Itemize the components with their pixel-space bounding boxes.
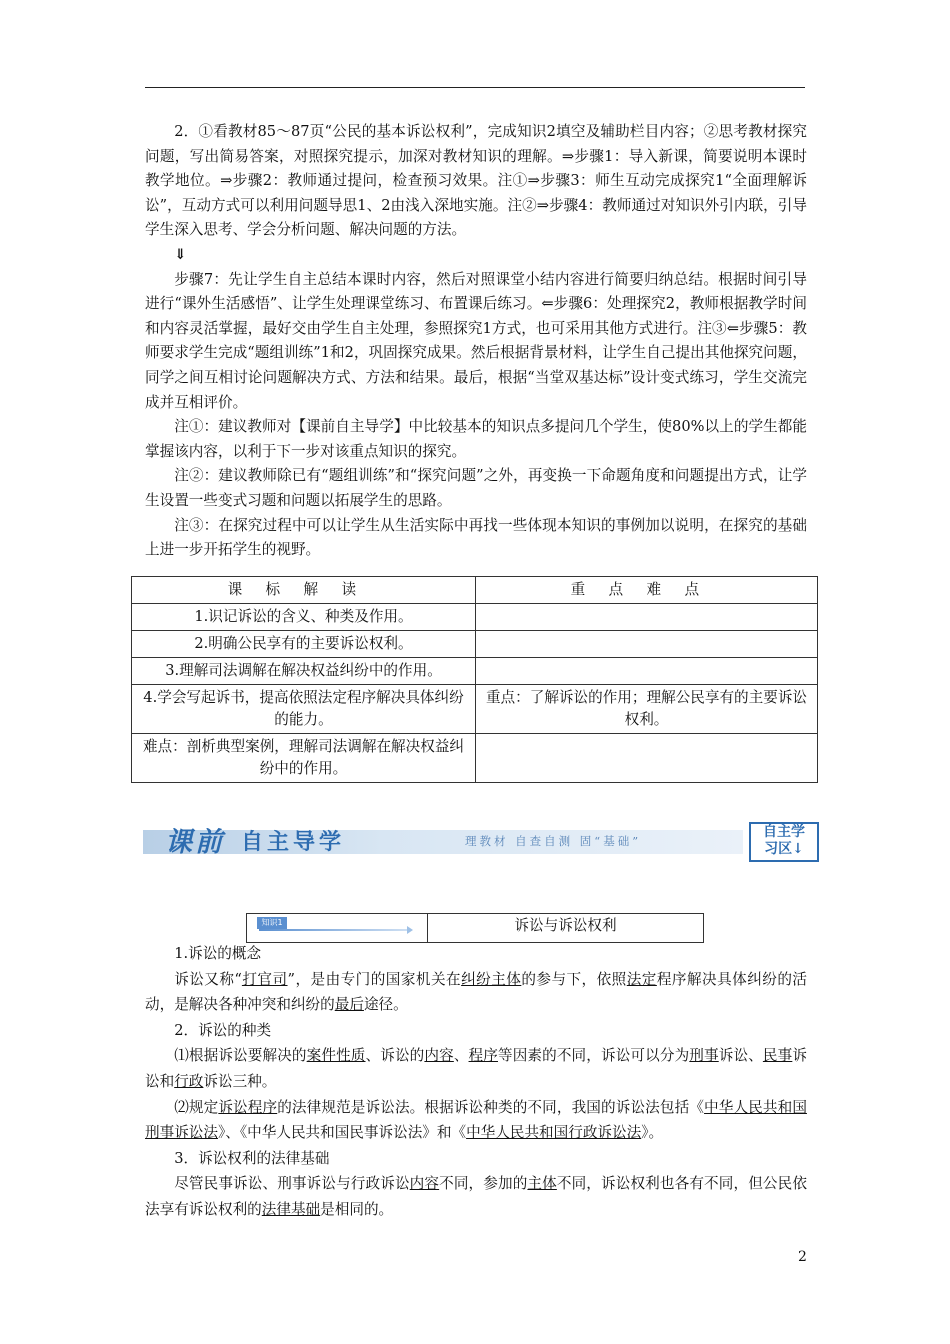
intro-paragraph-2: 步骤7：先让学生自主总结本课时内容，然后对照课堂小结内容进行简要归纳总结。根据时间引导进行“课外生活感悟”、让学生处理课堂练习、布置课后练习。⇐步骤6：处理探究2，教师根据教学时间和内容灵活掌握，最好交由学生自主处理，参照探究1方式，也可采用其他方式进行。注③⇐步骤5：教师要求学生完成“题组训练”1和2，巩固探究成果。然后根据背景材料，让学生自己提出其他探究问题，同学之间互相讨论问题解决方式、方法和结果。最后，根据“当堂双基达标”设计变式练习，学生交流完成并互相评价。 bbox=[145, 270, 807, 411]
content-section bbox=[145, 941, 807, 1223]
badge-line-1: 自主学 bbox=[763, 824, 805, 840]
curriculum-table bbox=[131, 576, 818, 783]
banner-title-b: 自主导学 bbox=[241, 829, 346, 855]
knowledge-tag: 知识1 bbox=[257, 917, 287, 929]
paragraph-types-1: ⑴根据诉讼要解决的案件性质、诉讼的内容、程序等因素的不同，诉讼可以分为刑事诉讼、民事诉讼和行政诉讼三种。 bbox=[145, 1047, 807, 1090]
heading-2: 2．诉讼的种类 bbox=[174, 1021, 272, 1039]
self-study-badge bbox=[749, 822, 819, 862]
intro-paragraph-1: 2．①看教材85～87页“公民的基本诉讼权利”，完成知识2填空及辅助栏目内容；②思考教材探究问题，写出简易答案，对照探究提示，加深对教材知识的理解。⇒步骤1：导入新课，简要说明本课时教学地位。⇒步骤2：教师通过提问，检查预习效果。注①⇒步骤3：师生互动完成探究1“全面理解诉讼”，互动方式可以利用问题导思1、2由浅入深地实施。注②⇒步骤4：教师通过对知识外引内联，引导学生深入思考、学会分析问题、解决问题的方法。 bbox=[145, 123, 807, 239]
page-number: 2 bbox=[798, 1249, 807, 1265]
heading-1: 1.诉讼的概念 bbox=[174, 945, 262, 962]
arrow-tip-icon bbox=[407, 926, 413, 934]
table-row bbox=[132, 604, 818, 631]
table-cell bbox=[476, 734, 818, 783]
table-cell: 重点：了解诉讼的作用；理解公民享有的主要诉讼权利。 bbox=[476, 685, 818, 734]
arrow-line-icon bbox=[259, 929, 409, 931]
table-header-right: 重点难点 bbox=[476, 577, 818, 604]
note-3: 注③：在探究过程中可以让学生从生活实际中再找一些体现本知识的事例加以说明，在探究的基础上进一步开拓学生的视野。 bbox=[145, 516, 807, 559]
banner-title-a: 课前 bbox=[165, 827, 225, 858]
table-row bbox=[132, 734, 818, 783]
note-1: 注①：建议教师对【课前自主导学】中比较基本的知识点多提问几个学生，使80%以上的学生都能掌握该内容，以利于下一步对该重点知识的探究。 bbox=[145, 418, 807, 460]
table-cell bbox=[476, 631, 818, 658]
table-header-left: 课标解读 bbox=[132, 577, 476, 604]
note-2: 注②：建议教师除已有“题组训练”和“探究问题”之外，再变换一下命题角度和问题提出方式，让学生设置一些变式习题和问题以拓展学生的思路。 bbox=[145, 467, 807, 509]
topic-title: 诉讼与诉讼权利 bbox=[514, 917, 617, 934]
header-rule bbox=[145, 87, 805, 88]
badge-line-2: 习区↓ bbox=[764, 841, 804, 857]
section-banner bbox=[143, 820, 816, 860]
intro-section bbox=[145, 120, 807, 563]
topic-header bbox=[246, 913, 704, 943]
down-arrow-icon: ⇓ bbox=[174, 245, 187, 263]
table-row bbox=[132, 658, 818, 685]
banner-slogan: 理教材 自查自测 固“基础” bbox=[465, 834, 642, 848]
paragraph-concept: 诉讼又称“打官司”，是由专门的国家机关在纠纷主体的参与下，依照法定程序解决具体纠纷的活动，是解决各种冲突和纠纷的最后途径。 bbox=[145, 970, 807, 1014]
table-cell: 3.理解司法调解在解决权益纠纷中的作用。 bbox=[132, 658, 476, 685]
topic-tag-cell bbox=[247, 914, 428, 942]
table-cell: 2.明确公民享有的主要诉讼权利。 bbox=[132, 631, 476, 658]
heading-3: 3．诉讼权利的法律基础 bbox=[174, 1149, 330, 1167]
banner-band bbox=[143, 830, 743, 854]
table-row bbox=[132, 631, 818, 658]
table-cell bbox=[476, 604, 818, 631]
table-row bbox=[132, 685, 818, 734]
table-cell: 难点：剖析典型案例，理解司法调解在解决权益纠纷中的作用。 bbox=[132, 734, 476, 783]
table-cell: 1.识记诉讼的含义、种类及作用。 bbox=[132, 604, 476, 631]
table-cell: 4.学会写起诉书，提高依照法定程序解决具体纠纷的能力。 bbox=[132, 685, 476, 734]
paragraph-types-2: ⑵规定诉讼程序的法律规范是诉讼法。根据诉讼种类的不同，我国的诉讼法包括《中华人民共和国刑事诉讼法》、《中华人民共和国民事诉讼法》和《中华人民共和国行政诉讼法》。 bbox=[145, 1098, 807, 1142]
paragraph-basis: 尽管民事诉讼、刑事诉讼与行政诉讼内容不同，参加的主体不同，诉讼权利也各有不同，但公民依法享有诉讼权利的法律基础是相同的。 bbox=[145, 1175, 807, 1218]
table-header-row bbox=[132, 577, 818, 604]
table-cell bbox=[476, 658, 818, 685]
